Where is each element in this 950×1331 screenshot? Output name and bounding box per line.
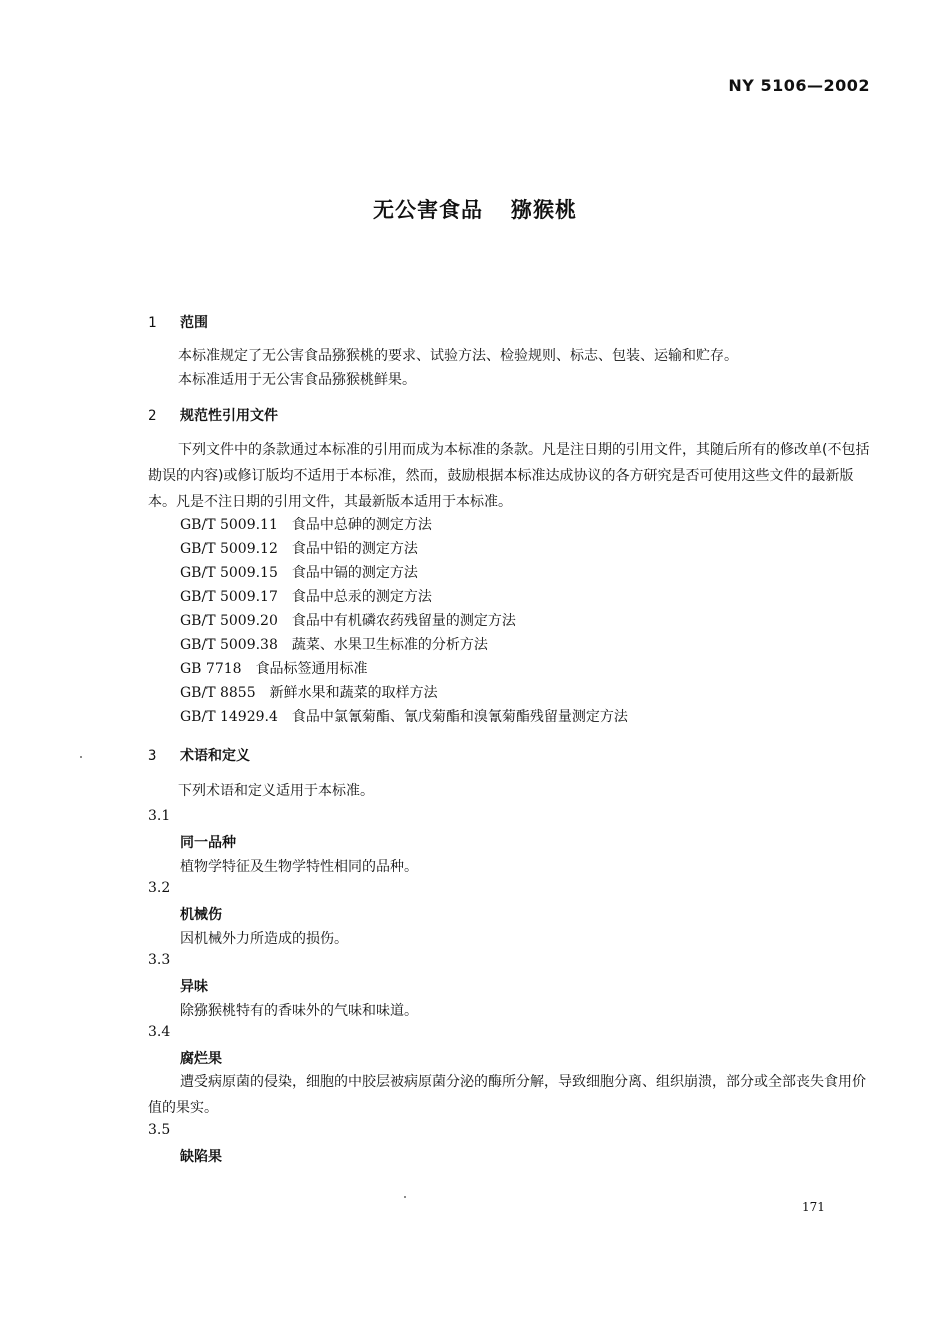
standard-number: NY 5106—2002 <box>728 76 870 95</box>
reference-item: GB/T 14929.4 食品中氯氰菊酯、氰戊菊酯和溴氰菊酯残留量测定方法 <box>180 709 628 725</box>
reference-item: GB/T 5009.20 食品中有机磷农药残留量的测定方法 <box>180 613 516 629</box>
scan-speck <box>80 756 82 758</box>
reference-item: GB/T 5009.17 食品中总汞的测定方法 <box>180 589 432 605</box>
term-name: 异味 <box>180 979 208 995</box>
reference-item: GB/T 5009.11 食品中总砷的测定方法 <box>180 517 432 533</box>
section-2-intro: 下列文件中的条款通过本标准的引用而成为本标准的条款。凡是注日期的引用文件，其随后所有的修改单(不包括勘误的内容)或修订版均不适用于本标准，然而，鼓励根据本标准达成协议的各方研究是否可使用这些文件的最新版本。凡是不注日期的引用文件，其最新版本适用于本标准。 <box>148 442 870 510</box>
term-number: 3.5 <box>148 1122 171 1138</box>
scan-speck <box>404 1196 406 1198</box>
section-2-heading: 2 规范性引用文件 <box>148 408 278 424</box>
term-number: 3.1 <box>148 808 171 824</box>
term-definition: 除猕猴桃特有的香味外的气味和味道。 <box>180 1003 418 1019</box>
section-1-heading: 1 范围 <box>148 315 208 331</box>
term-name: 机械伤 <box>180 907 222 923</box>
term-name: 腐烂果 <box>180 1051 222 1067</box>
reference-item: GB/T 5009.15 食品中镉的测定方法 <box>180 565 418 581</box>
reference-item: GB 7718 食品标签通用标准 <box>180 661 368 677</box>
reference-item: GB/T 8855 新鲜水果和蔬菜的取样方法 <box>180 685 438 701</box>
title-part-1: 无公害食品 <box>373 198 483 222</box>
term-number: 3.2 <box>148 880 171 896</box>
section-1-para-1: 本标准规定了无公害食品猕猴桃的要求、试验方法、检验规则、标志、包装、运输和贮存。 <box>178 348 738 364</box>
term-definition: 因机械外力所造成的损伤。 <box>180 931 348 947</box>
term-name: 同一品种 <box>180 835 236 851</box>
page-number: 171 <box>802 1200 825 1214</box>
term-definition: 遭受病原菌的侵染，细胞的中胶层被病原菌分泌的酶所分解，导致细胞分离、组织崩溃，部分或全部丧失食用价值的果实。 <box>148 1074 866 1116</box>
document-title <box>0 194 950 224</box>
term-number: 3.3 <box>148 952 171 968</box>
reference-item: GB/T 5009.12 食品中铅的测定方法 <box>180 541 418 557</box>
term-definition: 植物学特征及生物学特性相同的品种。 <box>180 859 418 875</box>
term-number: 3.4 <box>148 1024 171 1040</box>
term-name: 缺陷果 <box>180 1149 222 1165</box>
section-1-para-2: 本标准适用于无公害食品猕猴桃鲜果。 <box>178 372 416 388</box>
section-3-heading: 3 术语和定义 <box>148 748 250 764</box>
section-3-intro: 下列术语和定义适用于本标准。 <box>178 783 374 799</box>
reference-item: GB/T 5009.38 蔬菜、水果卫生标准的分析方法 <box>180 637 488 653</box>
title-part-2: 猕猴桃 <box>511 198 577 222</box>
